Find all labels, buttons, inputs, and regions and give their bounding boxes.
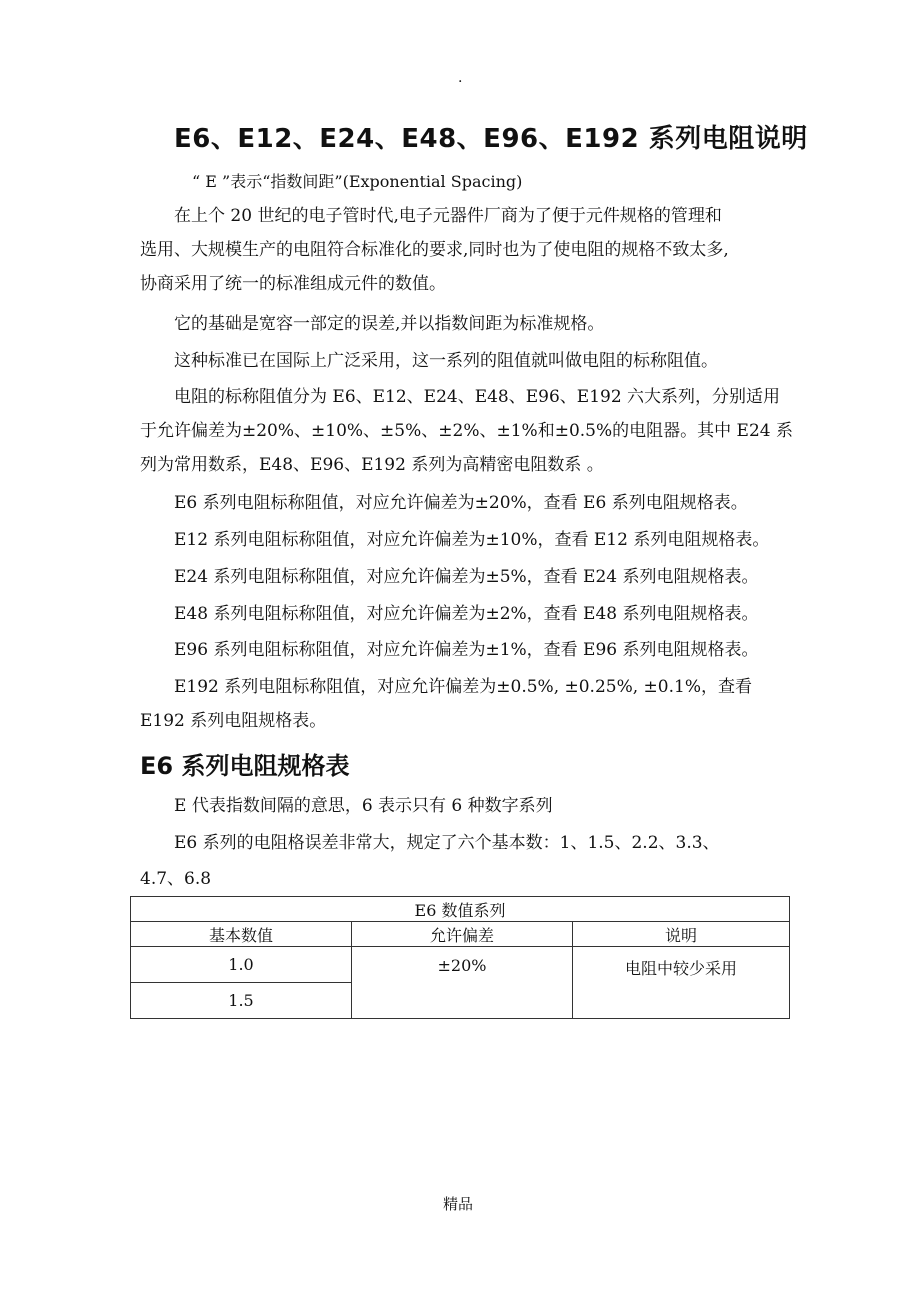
series-line-2: 于允许偏差为±20%、±10%、±5%、±2%、±1%和±0.5%的电阻器。其中 E24 系: [140, 421, 793, 441]
cell-value-2: 1.5: [131, 983, 352, 1019]
intro-line-3: 协商采用了统一的标准组成元件的数值。: [140, 274, 446, 294]
e6-table: [130, 896, 790, 1019]
cell-description: 电阻中较少采用: [573, 947, 790, 1019]
intro-line-2: 选用、大规模生产的电阻符合标准化的要求,同时也为了使电阻的规格不致太多,: [140, 240, 729, 260]
header-mark: .: [458, 70, 463, 86]
cell-tolerance: ±20%: [352, 947, 573, 1019]
tolerance-e96: E96 系列电阻标称阻值，对应允许偏差为±1%，查看 E96 系列电阻规格表。: [174, 640, 759, 660]
document-title: E6、E12、E24、E48、E96、E192 系列电阻说明: [174, 124, 808, 154]
cell-value-1: 1.0: [131, 947, 352, 983]
footer-label: 精品: [443, 1195, 474, 1213]
basis-paragraph: 它的基础是宽容一部定的误差,并以指数间距为标准规格。: [174, 314, 605, 334]
tolerance-e24: E24 系列电阻标称阻值，对应允许偏差为±5%，查看 E24 系列电阻规格表。: [174, 567, 759, 587]
standard-paragraph: 这种标准已在国际上广泛采用，这一系列的阻值就叫做电阻的标称阻值。: [174, 351, 718, 371]
table-caption: E6 数值系列: [131, 897, 790, 922]
series-line-1: 电阻的标称阻值分为 E6、E12、E24、E48、E96、E192 六大系列，分别适用: [174, 387, 781, 407]
e-meaning: E 代表指数间隔的意思，6 表示只有 6 种数字系列: [174, 796, 553, 816]
header-description: 说明: [573, 922, 790, 947]
header-tolerance: 允许偏差: [352, 922, 573, 947]
section-title: E6 系列电阻规格表: [140, 752, 350, 780]
tolerance-e48: E48 系列电阻标称阻值，对应允许偏差为±2%，查看 E48 系列电阻规格表。: [174, 604, 759, 624]
e6-line-2: 4.7、6.8: [140, 869, 212, 889]
tolerance-e192: E192 系列电阻标称阻值，对应允许偏差为±0.5%, ±0.25%, ±0.1%，查看: [174, 677, 752, 697]
e6-line-1: E6 系列的电阻格误差非常大，规定了六个基本数：1、1.5、2.2、3.3、: [174, 833, 720, 853]
subtitle: “ E ”表示“指数间距”(Exponential Spacing): [192, 172, 523, 191]
tolerance-e12: E12 系列电阻标称阻值，对应允许偏差为±10%，查看 E12 系列电阻规格表。: [174, 530, 770, 550]
tolerance-e6: E6 系列电阻标称阻值，对应允许偏差为±20%，查看 E6 系列电阻规格表。: [174, 493, 748, 513]
series-line-3: 列为常用数系，E48、E96、E192 系列为高精密电阻数系 。: [140, 455, 604, 475]
tolerance-e192-cont: E192 系列电阻规格表。: [140, 711, 327, 731]
intro-line-1: 在上个 20 世纪的电子管时代,电子元器件厂商为了便于元件规格的管理和: [174, 206, 722, 226]
header-basic-value: 基本数值: [131, 922, 352, 947]
